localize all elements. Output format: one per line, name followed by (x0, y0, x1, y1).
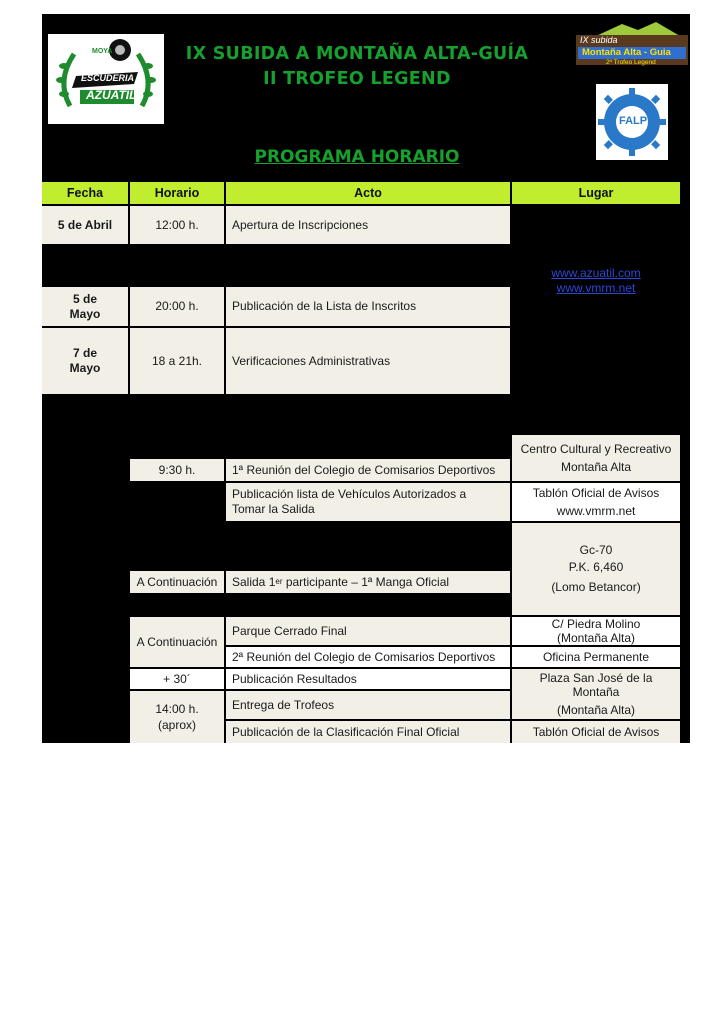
azuatil-link[interactable]: www.azuatil.com (551, 266, 641, 280)
acto-row9-post: participante – 1ª Manga Oficial (282, 574, 450, 589)
logo-top-text: MOYA (92, 48, 113, 55)
gc70-line2: P.K. 6,460 (568, 560, 624, 574)
acto-cell-row7: Publicación lista de Vehículos Autorizados a Tomar la Salida (226, 483, 510, 521)
vmrm-link[interactable]: www.vmrm.net (556, 281, 636, 295)
acto-cell-row6: 1ª Reunión del Colegio de Comisarios Deportivos (226, 459, 510, 481)
lugar-cell-row11: C/ Piedra Molino (Montaña Alta) (512, 617, 680, 645)
lugar-row7-line2: www.vmrm.net (556, 504, 636, 518)
acto-cell-row3: Publicación de la Lista de Inscritos (226, 287, 510, 326)
document-page (42, 14, 690, 743)
fecha-cell-row4: 7 de Mayo (42, 328, 128, 394)
fecha-cell-row1: 5 de Abril (42, 206, 128, 244)
column-header-horario: Horario (130, 182, 224, 204)
acto-cell-row4: Verificaciones Administrativas (226, 328, 510, 394)
acto-cell-row11: Parque Cerrado Final (226, 617, 510, 645)
lugar-links-cell (512, 264, 680, 298)
acto-row9-pre: Salida 1 (232, 574, 276, 589)
schedule-heading: PROGRAMA HORARIO (254, 147, 460, 167)
horario-cell-row13: + 30´ (130, 669, 224, 689)
column-header-lugar: Lugar (512, 182, 680, 204)
acto-cell-row12: 2ª Reunión del Colegio de Comisarios Deportivos (226, 647, 510, 667)
falp-federation-logo (596, 84, 668, 160)
horario-cell-row6: 9:30 h. (130, 459, 224, 481)
acto-cell-row14: Entrega de Trofeos (226, 691, 510, 719)
acto-cell-row9: Salida 1 er participante – 1ª Manga Oficial (226, 571, 510, 593)
acto-cell-row13: Publicación Resultados (226, 669, 510, 689)
falp-logo-text: FALP (619, 115, 648, 127)
race-logo-line2: Montaña Alta - Guia (582, 47, 671, 58)
race-logo (576, 18, 688, 70)
event-subtitle-trophy: II TROFEO LEGEND (263, 69, 451, 89)
lugar-cell-plaza (512, 669, 680, 719)
acto-cell-row15: Publicación de la Clasificación Final Oficial (226, 721, 510, 743)
lugar-row7-line1: Tablón Oficial de Avisos (532, 486, 660, 500)
gc70-line3: (Lomo Betancor) (551, 580, 641, 594)
escuderia-azuatil-logo (48, 34, 164, 124)
race-logo-line1: IX subida (580, 35, 618, 45)
plaza-line1: Plaza San José de la Montaña (539, 671, 653, 699)
logo-brand-text: AZUATIL (86, 88, 137, 102)
horario-cell-row11: A Continuación (130, 617, 224, 667)
column-header-fecha: Fecha (42, 182, 128, 204)
gc70-line1: Gc-70 (579, 543, 613, 557)
horario-cell-row3: 20:00 h. (130, 287, 224, 326)
fecha-cell-row3: 5 de Mayo (42, 287, 128, 326)
lugar-cell-gc70 (512, 523, 680, 615)
horario-cell-row1: 12:00 h. (130, 206, 224, 244)
plaza-line2: (Montaña Alta) (556, 703, 636, 717)
horario-cell-row4: 18 a 21h. (130, 328, 224, 394)
lugar-cell-row12: Oficina Permanente (512, 647, 680, 667)
lugar-cell-row6: Centro Cultural y Recreativo Montaña Alta (512, 435, 680, 481)
lugar-cell-row7 (512, 483, 680, 521)
race-logo-line3: 2º Trofeo Legend (606, 59, 656, 66)
logo-main-text: ESCUDERIA (81, 73, 135, 83)
column-header-acto: Acto (226, 182, 510, 204)
event-title: IX SUBIDA A MONTAÑA ALTA-GUÍA (185, 44, 529, 64)
lugar-cell-row15: Tablón Oficial de Avisos (512, 721, 680, 743)
horario-cell-row14: 14:00 h. (aprox) (130, 691, 224, 743)
horario-cell-row9: A Continuación (130, 571, 224, 593)
acto-cell-row1: Apertura de Inscripciones (226, 206, 510, 244)
